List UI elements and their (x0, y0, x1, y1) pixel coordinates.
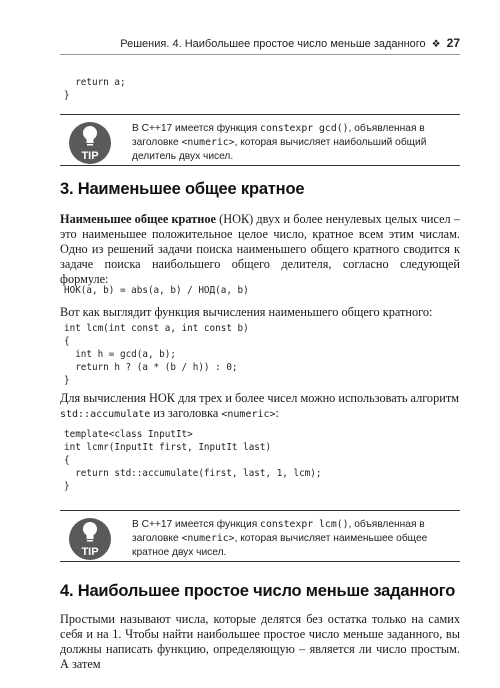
tip1-text-part: В C++17 имеется функция (132, 123, 261, 134)
code-block-lcm: int lcm(int const a, int const b) { int h = gcd(a, b); return h ? (a * (b / h)) : 0; } (64, 323, 249, 386)
tip2-text-line: кратное двух чисел. (132, 547, 227, 558)
paragraph-text: : (275, 406, 279, 420)
tip2-text-part: заголовке (132, 533, 182, 544)
tip1-text-line: делитель двух чисел. (132, 151, 234, 162)
tip1-code-numeric: <numeric> (181, 137, 235, 148)
running-title: Решения. 4. Наибольшее простое число меньше заданного (120, 38, 426, 50)
tip-box-gcd (60, 114, 460, 166)
tip1-text-part: , которая вычисляет наибольший общий (234, 137, 427, 148)
tip-text-gcd (132, 122, 452, 164)
header-rule (60, 54, 460, 55)
section-heading-largest-prime: 4. Наибольшее простое число меньше заданного (60, 582, 456, 600)
paragraph-text: (НОК) двух и более ненулевых целых чисел – это наименьшее положительное целое число, кратное всем этим числам. Одно из решений задачи поиска наименьшего общего кратного сводится к задаче поиска наибольшего общего делителя, согласно следующей формуле: (60, 212, 460, 286)
page-number: 27 (446, 36, 460, 50)
tip1-text-part: заголовке (132, 137, 182, 148)
code-fragment-top: return a; } (64, 77, 126, 101)
code-accumulate: std::accumulate (60, 409, 151, 420)
tip2-text-part: В C++17 имеется функция (132, 519, 261, 530)
tip2-code-numeric: <numeric> (181, 533, 235, 544)
paragraph-lcm-definition (60, 212, 460, 287)
tip-badge-label: TIP (81, 546, 99, 558)
paragraph-text: из заголовка (150, 406, 222, 420)
tip2-text-part: , объявленная в (348, 519, 425, 530)
paragraph-lcm-function-intro: Вот как выглядит функция вычисления наименьшего общего кратного: (60, 305, 433, 319)
lightbulb-tip-icon (68, 113, 112, 167)
tip2-code-lcm: constexpr lcm() (260, 519, 349, 530)
term-bold: Наименьшее общее кратное (60, 212, 216, 226)
tip-badge-label: TIP (81, 150, 99, 162)
tip1-text-part: , объявленная в (348, 123, 425, 134)
code-numeric: <numeric> (221, 409, 276, 420)
paragraph-text: Для вычисления НОК для трех и более чисел можно использовать алгоритм (60, 391, 459, 405)
formula-lcm: НОК(a, b) = abs(a, b) / НОД(a, b) (64, 285, 249, 296)
running-header (60, 36, 460, 50)
tip2-text-part: , которая вычисляет наименьшее общее (234, 533, 428, 544)
lightbulb-tip-icon (68, 509, 112, 563)
section-heading-lcm: 3. Наименьшее общее кратное (60, 180, 305, 198)
paragraph-accumulate (60, 391, 460, 422)
code-block-lcmr: template<class InputIt> int lcmr(InputIt first, InputIt last) { return std::accumulate(first, last, 1, lcm); } (64, 429, 322, 492)
diamond-ornament-icon: ❖ (431, 39, 441, 50)
paragraph-primes: Простыми называют числа, которые делятся без остатка только на самих себя и на 1. Чтобы найти наибольшее простое число меньше заданного, вы должны написать функцию, определяющую – является ли число простым. А затем (60, 612, 460, 671)
tip-box-lcm (60, 510, 460, 562)
tip-text-lcm (132, 518, 452, 560)
tip1-code-gcd: constexpr gcd() (260, 123, 349, 134)
